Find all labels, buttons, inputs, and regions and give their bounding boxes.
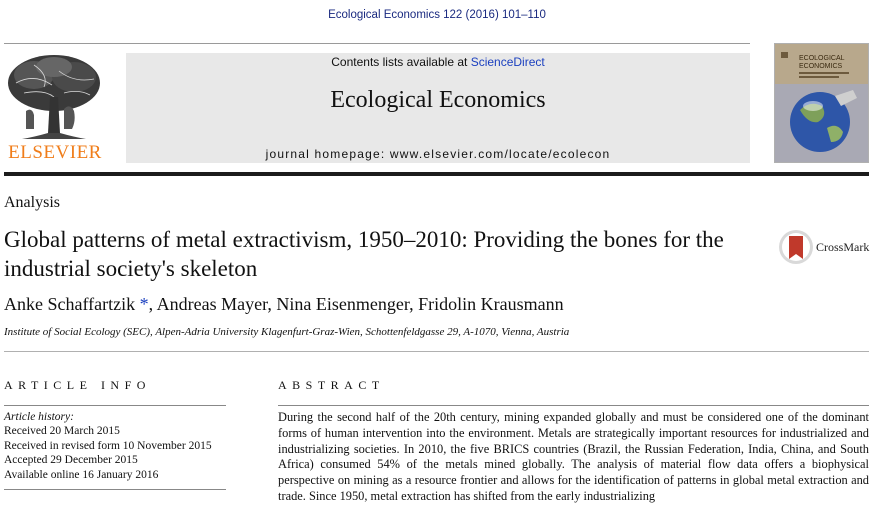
contents-line <box>126 55 750 69</box>
history-accepted: Accepted 29 December 2015 <box>4 454 138 467</box>
history-received: Received 20 March 2015 <box>4 425 120 438</box>
authors-divider <box>4 351 869 352</box>
history-online: Available online 16 January 2016 <box>4 468 159 481</box>
journal-homepage-link[interactable]: journal homepage: www.elsevier.com/locate/ecolecon <box>265 147 611 161</box>
cover-title-2: ECONOMICS <box>799 63 843 70</box>
article-info-rule <box>4 405 226 406</box>
sciencedirect-link[interactable]: ScienceDirect <box>470 55 545 69</box>
cover-graphic <box>775 44 869 163</box>
article-info-bottom-rule <box>4 489 226 490</box>
article-title: Global patterns of metal extractivism, 1950–2010: Providing the bones for the industrial society's skeleton <box>4 227 724 281</box>
journal-cover-image[interactable] <box>774 43 869 163</box>
affiliation: Institute of Social Ecology (SEC), Alpen-Adria University Klagenfurt-Graz-Wien, Schottenfeldgasse 29, A-1070, Vienna, Austria <box>4 326 570 338</box>
history-label: Article history: <box>4 411 74 423</box>
author-1[interactable]: Anke Schaffartzik <box>4 294 136 314</box>
article-section: Analysis <box>4 194 60 211</box>
abstract-text: During the second half of the 20th century, mining expanded globally and must be considered one of the dominant forms of human intervention into the environment. Metals are strategically important resources for industrialized and industrializing societies. In 2010, the five BRICS countries (Brazil, the Russian Federation, India, China, and South Africa) consumed 54% of the metals mined globally. The analysis of material flow data offers a biophysical perspective on mining as a resource frontier and allows for the identification of patterns in global metal extraction and trade. Since 1950, metal extraction has shifted from the early industrializing <box>278 410 869 503</box>
article-history <box>4 410 234 482</box>
header-thick-rule <box>4 172 869 176</box>
contents-prefix: Contents lists available at <box>331 55 468 69</box>
corresponding-author-star[interactable]: * <box>139 294 149 314</box>
elsevier-wordmark[interactable] <box>4 142 106 164</box>
article-info-heading: ARTICLE INFO <box>4 378 151 392</box>
cover-title-1: ECOLOGICAL <box>799 55 845 62</box>
journal-reference[interactable]: Ecological Economics 122 (2016) 101–110 <box>328 9 546 21</box>
journal-title: Ecological Economics <box>330 87 546 113</box>
history-revised: Received in revised form 10 November 2015 <box>4 439 212 452</box>
abstract-heading: ABSTRACT <box>278 378 385 392</box>
abstract-rule <box>278 405 869 406</box>
elsevier-wordmark-text: ELSEVIER <box>8 142 102 163</box>
header-divider <box>4 43 750 44</box>
author-list <box>4 294 564 315</box>
elsevier-tree-logo[interactable] <box>4 53 104 141</box>
other-authors[interactable]: , Andreas Mayer, Nina Eisenmenger, Fridolin Krausmann <box>148 294 564 314</box>
crossmark-label[interactable]: CrossMark <box>816 240 870 254</box>
